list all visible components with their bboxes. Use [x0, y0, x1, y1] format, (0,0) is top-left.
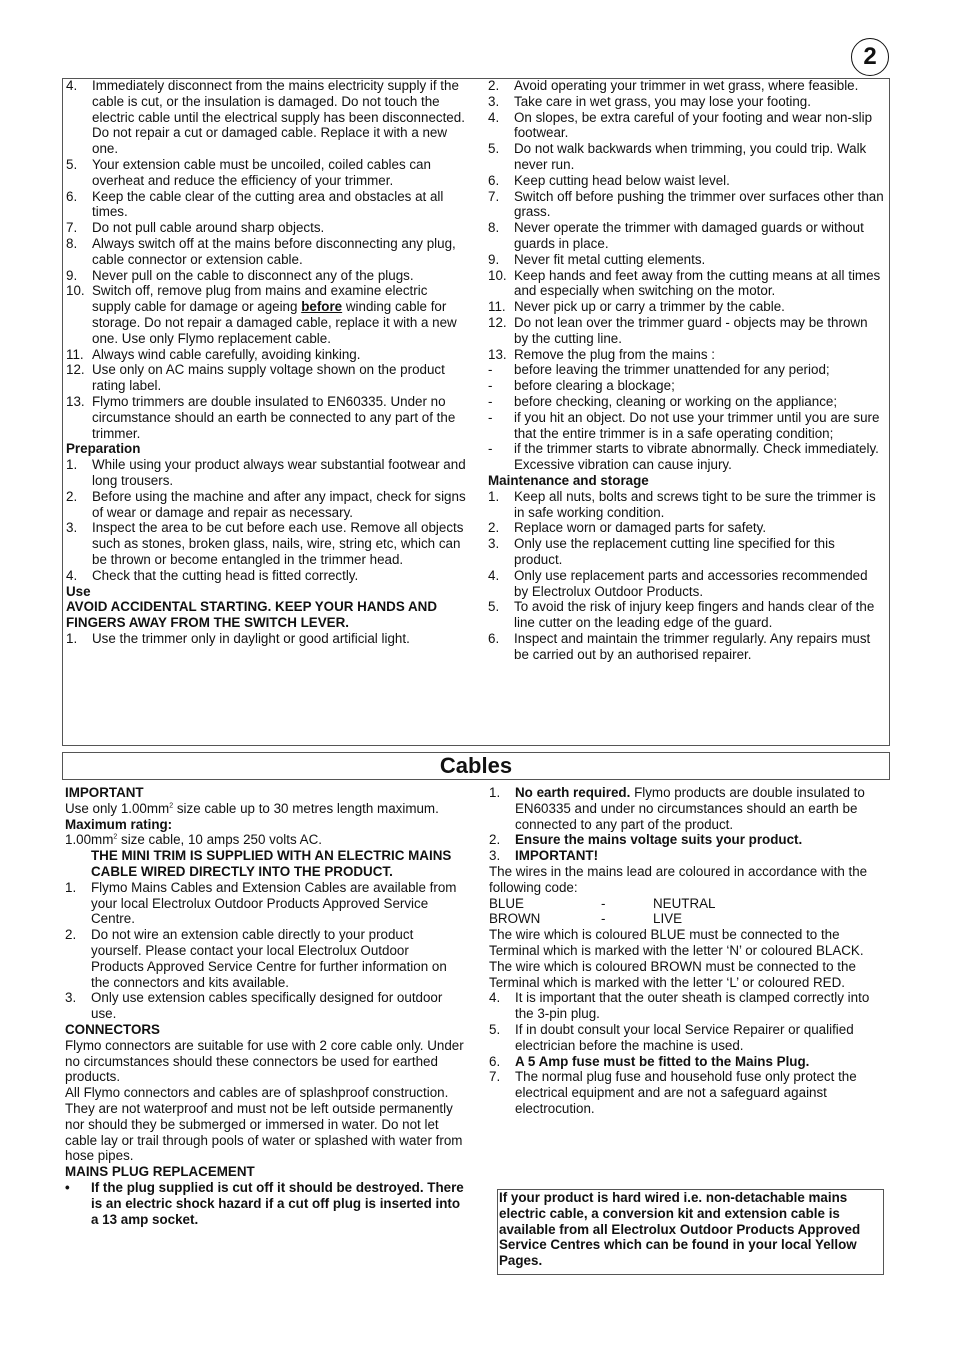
- list-item: 2. Replace worn or damaged parts for safety.: [488, 520, 767, 536]
- list-item: 2. Ensure the mains voltage suits your product.: [489, 832, 803, 848]
- list-item: 1. Use the trimmer only in daylight or good artificial light.: [66, 630, 410, 646]
- use-heading: Use: [66, 583, 91, 599]
- connectors-paragraph: All Flymo connectors and cables are of splashproof construction. They are not waterproof and must not be left outside permanently nor should they be submerged or immersed in water. Do not let cable lay or trail through pools of water or splashed with water from hose pipes.: [65, 1085, 463, 1164]
- list-item: 4. Immediately disconnect from the mains electricity supply if the cable is cut, or the insulation is damaged. Do not touch the electric cable until the electrical supply has been disconnected. Do not repair a cut or damaged cable. Replace it with a new one.: [66, 78, 465, 157]
- mini-trim-notice: THE MINI TRIM IS SUPPLIED WITH AN ELECTRIC MAINS CABLE WIRED DIRECTLY INTO THE PRODUCT.: [91, 848, 452, 879]
- list-item: 5. Your extension cable must be uncoiled, coiled cables can overheat and reduce the efficiency of your trimmer.: [66, 156, 431, 188]
- list-item: 4. Only use replacement parts and accessories recommended by Electrolux Outdoor Products.: [488, 567, 868, 599]
- list-item: 11. Always wind cable carefully, avoiding kinking.: [66, 346, 361, 362]
- wire-dash: -: [601, 911, 606, 927]
- maintenance-heading: Maintenance and storage: [488, 472, 649, 488]
- list-item: 10. Switch off, remove plug from mains and examine electric supply cable for damage or ageing before winding cable for storage. Do not repair a damaged cable, replace it with a new one. Use only Flymo replacement cable.: [66, 283, 457, 346]
- list-item: 11. Never pick up or carry a trimmer by the cable.: [488, 299, 785, 315]
- list-item: 12. Do not lean over the trimmer guard - objects may be thrown by the cutting line.: [488, 314, 868, 346]
- list-item: 4. Check that the cutting head is fitted correctly.: [66, 567, 359, 583]
- hard-wired-note-box: If your product is hard wired i.e. non-detachable mains electric cable, a conversion kit and extension cable is available from all Electrolux Outdoor Products Approved Service Centres which can be found in your local Yellow Pages.: [497, 1189, 884, 1275]
- list-item: 1. Flymo Mains Cables and Extension Cables are available from your local Electrolux Outdoor Products Approved Service Centre.: [65, 879, 457, 927]
- wire-colour: BLUE: [489, 895, 524, 911]
- list-item: 5. To avoid the risk of injury keep fingers and hands clear of the line cutter on the leading edge of the guard.: [488, 599, 875, 631]
- list-item: 2. Do not wire an extension cable directly to your product yourself. Please contact your local Electrolux Outdoor Products Approved Service Centre for further information on the connectors and kits available.: [65, 927, 447, 990]
- wire-code-table: [489, 896, 887, 928]
- list-item: 8. Always switch off at the mains before disconnecting any plug, cable connector or extension cable.: [66, 235, 456, 267]
- list-item: 3. Only use the replacement cutting line specified for this product.: [488, 536, 835, 567]
- list-item: 5. Do not walk backwards when trimming, you could trip. Walk never run.: [488, 141, 867, 172]
- list-item: 6. A 5 Amp fuse must be fitted to the Mains Plug.: [489, 1053, 810, 1069]
- list-item: 3. IMPORTANT!: [489, 848, 599, 864]
- list-item: 6. Keep cutting head below waist level.: [488, 172, 730, 188]
- list-item: - before checking, cleaning or working on the appliance;: [488, 393, 838, 409]
- cables-left-column: [65, 785, 465, 1227]
- list-item: 1. No earth required. Flymo products are double insulated to EN60335 and under no circumstances should an earth be connected to any part of the product.: [489, 785, 865, 832]
- list-item: 1. While using your product always wear substantial footwear and long trousers.: [66, 457, 466, 488]
- list-item: - before clearing a blockage;: [488, 378, 675, 394]
- list-item: 7. Do not pull cable around sharp objects.: [66, 220, 325, 236]
- list-item: 13. Remove the plug from the mains :: [488, 346, 715, 362]
- top-left-column: [66, 78, 466, 647]
- wires-text: The wire which is coloured BLUE must be connected to the Terminal which is marked with the letter ‘N’ or coloured BLACK. The wire which is coloured BROWN must be connected to the Terminal which is marked with the letter ‘L’ or coloured RED.: [489, 927, 864, 990]
- list-item: 3. Inspect the area to be cut before each use. Remove all objects such as stones, broken glass, nails, wire, string etc, which can be thrown or become entangled in the trimmer head.: [66, 520, 464, 567]
- list-item: 6. Keep the cable clear of the cutting area and obstacles at all times.: [66, 188, 444, 220]
- list-item: 5. If in doubt consult your local Service Repairer or qualified electrician before the machine is used.: [489, 1021, 854, 1053]
- wire-dash: -: [601, 895, 606, 911]
- list-item: 12. Use only on AC mains supply voltage shown on the product rating label.: [66, 362, 445, 394]
- connectors-heading: CONNECTORS: [65, 1021, 160, 1037]
- cables-title: Cables: [62, 752, 890, 780]
- list-item: 8. Never operate the trimmer with damaged guards or without guards in place.: [488, 220, 864, 251]
- wire-colour: BROWN: [489, 911, 541, 927]
- important-text: Use only $1.00mm^2$ size cable up to 30 metres length maximum.: [65, 800, 439, 816]
- list-item: 4. On slopes, be extra careful of your footing and wear non-slip footwear.: [488, 109, 873, 141]
- list-item: 10. Keep hands and feet away from the cutting means at all times and especially when switching on the motor.: [488, 267, 881, 299]
- wires-intro: The wires in the mains lead are coloured in accordance with the following code:: [489, 863, 868, 895]
- wire-role: LIVE: [653, 911, 683, 927]
- list-item: 3. Take care in wet grass, you may lose your footing.: [488, 93, 811, 109]
- list-item: 2. Before using the machine and after any impact, check for signs of wear or damage and repair as necessary.: [66, 488, 466, 520]
- list-item: • If the plug supplied is cut off it should be destroyed. There is an electric shock hazard if a cut off plug is inserted into a 13 amp socket.: [65, 1179, 464, 1227]
- list-item: 7. Switch off before pushing the trimmer over surfaces other than grass.: [488, 188, 884, 220]
- list-item: 9. Never pull on the cable to disconnect any of the plugs.: [66, 267, 414, 283]
- list-item: - if the trimmer starts to vibrate abnormally. Check immediately. Excessive vibration can cause injury.: [488, 441, 879, 473]
- max-rating-heading: Maximum rating:: [65, 816, 173, 832]
- max-rating-text: $1.00mm^2$ size cable, 10 amps 250 volts AC.: [65, 832, 322, 848]
- use-warning: AVOID ACCIDENTAL STARTING. KEEP YOUR HANDS AND FINGERS AWAY FROM THE SWITCH LEVER.: [66, 599, 437, 631]
- list-item: 3. Only use extension cables specifically designed for outdoor use.: [65, 990, 443, 1022]
- list-item: 9. Never fit metal cutting elements.: [488, 251, 706, 267]
- list-item: 13. Flymo trimmers are double insulated to EN60335. Under no circumstance should an earth be connected to any part of the trimmer.: [66, 393, 456, 441]
- list-item: 6. Inspect and maintain the trimmer regularly. Any repairs must be carried out by an authorised repairer.: [488, 630, 871, 662]
- important-heading: IMPORTANT: [65, 785, 144, 800]
- cables-right-column: [489, 785, 887, 1117]
- page-number: 2: [851, 38, 889, 76]
- wire-role: NEUTRAL: [653, 895, 716, 911]
- list-item: - before leaving the trimmer unattended for any period;: [488, 362, 830, 378]
- list-item: 1. Keep all nuts, bolts and screws tight to be sure the trimmer is in safe working condition.: [488, 488, 876, 520]
- list-item: 2. Avoid operating your trimmer in wet grass, where feasible.: [488, 78, 859, 93]
- plug-replacement-heading: MAINS PLUG REPLACEMENT: [65, 1164, 255, 1180]
- top-right-column: [488, 78, 884, 662]
- preparation-heading: Preparation: [66, 441, 141, 457]
- list-item: 4. It is important that the outer sheath is clamped correctly into the 3-pin plug.: [489, 990, 870, 1022]
- list-item: 7. The normal plug fuse and household fuse only protect the electrical equipment and are not a safeguard against electrocution.: [489, 1069, 857, 1116]
- connectors-paragraph: Flymo connectors are suitable for use with 2 core cable only. Under no circumstances should these connectors be used for earthed products.: [65, 1037, 464, 1085]
- list-item: - if you hit an object. Do not use your trimmer until you are sure that the entire trimmer is in a safe operating condition;: [488, 409, 880, 441]
